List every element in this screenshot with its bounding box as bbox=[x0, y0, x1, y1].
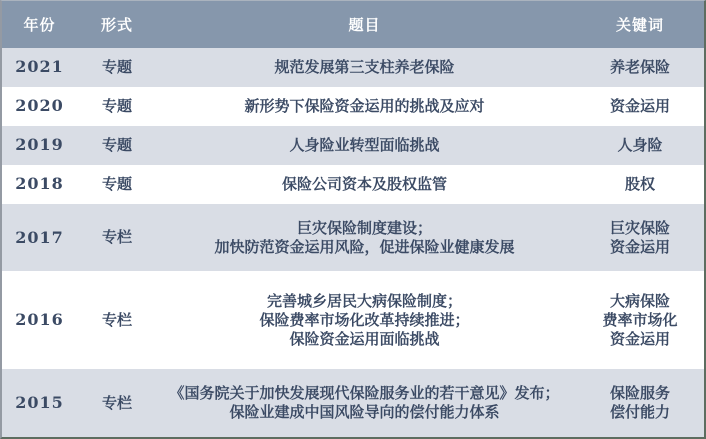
table-row bbox=[2, 271, 706, 369]
keywords-cell bbox=[572, 369, 706, 437]
keyword-line: 资金运用 bbox=[609, 237, 670, 256]
year-cell: 2019 bbox=[15, 135, 64, 155]
keywords-cell bbox=[572, 48, 706, 87]
table-row bbox=[2, 204, 706, 272]
title-line: 保险业建成中国风险导向的偿付能力体系 bbox=[229, 403, 500, 422]
title-line: 加快防范资金运用风险，促进保险业健康发展 bbox=[214, 237, 515, 256]
keyword-line: 保险服务 bbox=[609, 384, 670, 403]
header-row bbox=[2, 1, 706, 48]
keyword-line: 巨灾保险 bbox=[609, 218, 670, 237]
form-cell: 专栏 bbox=[101, 393, 132, 412]
year-cell: 2016 bbox=[15, 310, 64, 330]
keyword-line: 养老保险 bbox=[609, 57, 670, 76]
form-cell: 专题 bbox=[101, 174, 132, 193]
title-line: 保险费率市场化改革持续推进； bbox=[259, 310, 470, 329]
title-line: 保险公司资本及股权监管 bbox=[281, 174, 447, 193]
keywords-cell bbox=[572, 165, 706, 204]
keywords-cell bbox=[572, 87, 706, 126]
form-cell: 专题 bbox=[101, 96, 132, 115]
year-cell: 2021 bbox=[15, 57, 64, 77]
table-row bbox=[2, 126, 706, 165]
keyword-line: 人身险 bbox=[617, 135, 663, 154]
table-row bbox=[2, 48, 706, 87]
column-header-keywords: 关键词 bbox=[615, 16, 664, 34]
column-header-year: 年份 bbox=[23, 16, 56, 34]
column-header-title: 题目 bbox=[348, 16, 381, 34]
topics-table bbox=[2, 1, 706, 437]
form-cell: 专题 bbox=[101, 135, 132, 154]
keyword-line: 大病保险 bbox=[609, 291, 670, 310]
title-line: 巨灾保险制度建设； bbox=[296, 218, 432, 237]
table-row bbox=[2, 87, 706, 126]
title-line: 新形势下保险资金运用的挑战及应对 bbox=[244, 96, 485, 115]
title-cell bbox=[157, 204, 572, 272]
year-cell: 2017 bbox=[15, 227, 64, 247]
form-cell: 专题 bbox=[101, 57, 132, 76]
form-cell: 专栏 bbox=[101, 228, 132, 247]
title-cell bbox=[157, 369, 572, 437]
title-cell bbox=[157, 126, 572, 165]
keyword-line: 资金运用 bbox=[609, 96, 670, 115]
keywords-cell bbox=[572, 204, 706, 272]
keyword-line: 股权 bbox=[624, 174, 655, 193]
keyword-line: 偿付能力 bbox=[609, 403, 670, 422]
table-row bbox=[2, 165, 706, 204]
year-cell: 2020 bbox=[15, 96, 64, 116]
title-line: 完善城乡居民大病保险制度； bbox=[266, 291, 462, 310]
title-cell bbox=[157, 271, 572, 369]
keyword-line: 费率市场化 bbox=[602, 310, 678, 329]
title-cell bbox=[157, 48, 572, 87]
column-header-form: 形式 bbox=[100, 16, 133, 34]
title-line: 《国务院关于加快发展现代保险服务业的若干意见》发布； bbox=[169, 384, 560, 403]
title-line: 规范发展第三支柱养老保险 bbox=[274, 57, 455, 76]
title-cell bbox=[157, 87, 572, 126]
title-line: 保险资金运用面临挑战 bbox=[289, 329, 440, 348]
keyword-line: 资金运用 bbox=[609, 329, 670, 348]
year-cell: 2015 bbox=[15, 393, 64, 413]
form-cell: 专栏 bbox=[101, 310, 132, 329]
table-row bbox=[2, 369, 706, 437]
title-line: 人身险业转型面临挑战 bbox=[289, 135, 440, 154]
title-cell bbox=[157, 165, 572, 204]
keywords-cell bbox=[572, 126, 706, 165]
table-body bbox=[2, 48, 706, 437]
year-cell: 2018 bbox=[15, 174, 64, 194]
keywords-cell bbox=[572, 271, 706, 369]
